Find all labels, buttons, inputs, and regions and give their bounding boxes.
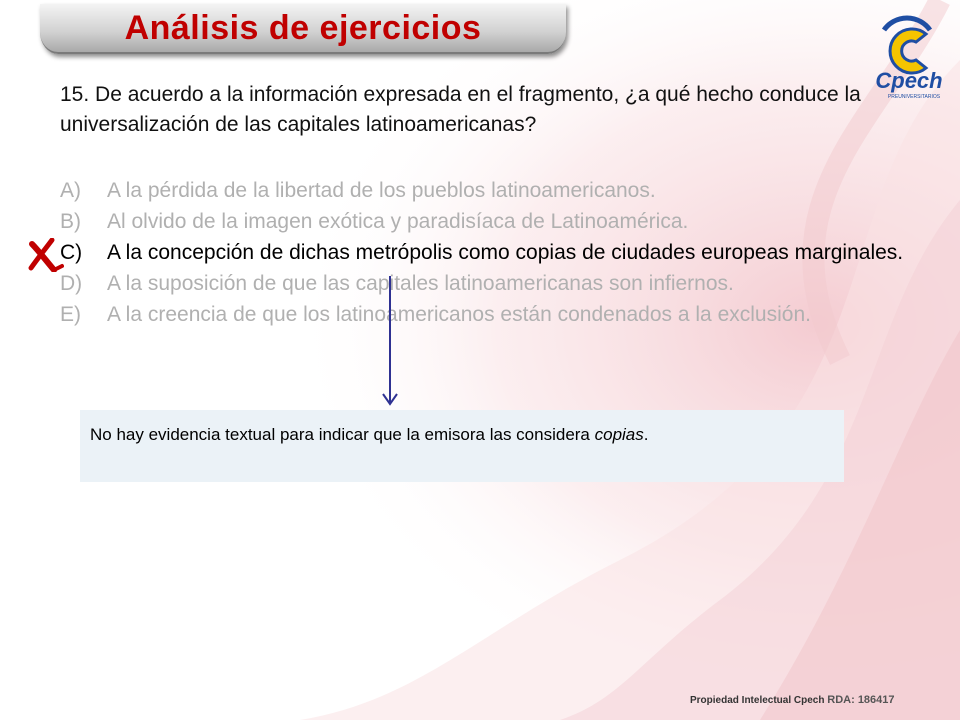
option-letter: B): [60, 210, 81, 233]
option-text: A la creencia de que los latinoamericanos están condenados a la exclusión.: [107, 303, 811, 326]
option-a[interactable]: [60, 175, 920, 206]
option-e[interactable]: [60, 299, 920, 330]
option-c[interactable]: [60, 237, 920, 268]
explanation-box: [80, 410, 844, 482]
down-arrow-icon: [380, 276, 400, 408]
explanation-emphasis: copias: [594, 425, 644, 444]
question-text: 15. De acuerdo a la información expresada en el fragmento, ¿a qué hecho conduce la universalización de las capitales latinoamericanas?: [60, 83, 861, 136]
options-list: [60, 175, 920, 330]
page-title: Análisis de ejercicios: [124, 9, 482, 47]
footer: [690, 694, 895, 706]
footer-rda: RDA: 186417: [827, 694, 895, 706]
option-b[interactable]: [60, 206, 920, 237]
wrong-answer-icon: [28, 238, 64, 272]
option-letter: A): [60, 179, 81, 202]
logo-subtext: PREUNIVERSITARIOS: [887, 94, 941, 100]
option-d[interactable]: [60, 268, 920, 299]
option-text: A la pérdida de la libertad de los pueblos latinoamericanos.: [107, 179, 656, 202]
option-text: A la suposición de que las capitales latinoamericanas son infiernos.: [107, 272, 734, 295]
option-letter: D): [60, 272, 83, 295]
logo-wordmark: Cpech: [875, 68, 943, 93]
option-text: A la concepción de dichas metrópolis como copias de ciudades europeas marginales.: [107, 241, 904, 264]
explanation-end: .: [643, 425, 649, 444]
option-text: Al olvido de la imagen exótica y paradisíaca de Latinoamérica.: [107, 210, 689, 233]
footer-ownership: Propiedad Intelectual Cpech: [690, 695, 825, 706]
option-letter: C): [60, 241, 83, 264]
explanation-text: No hay evidencia textual para indicar que la emisora las considera: [90, 425, 595, 444]
option-letter: E): [60, 303, 81, 326]
